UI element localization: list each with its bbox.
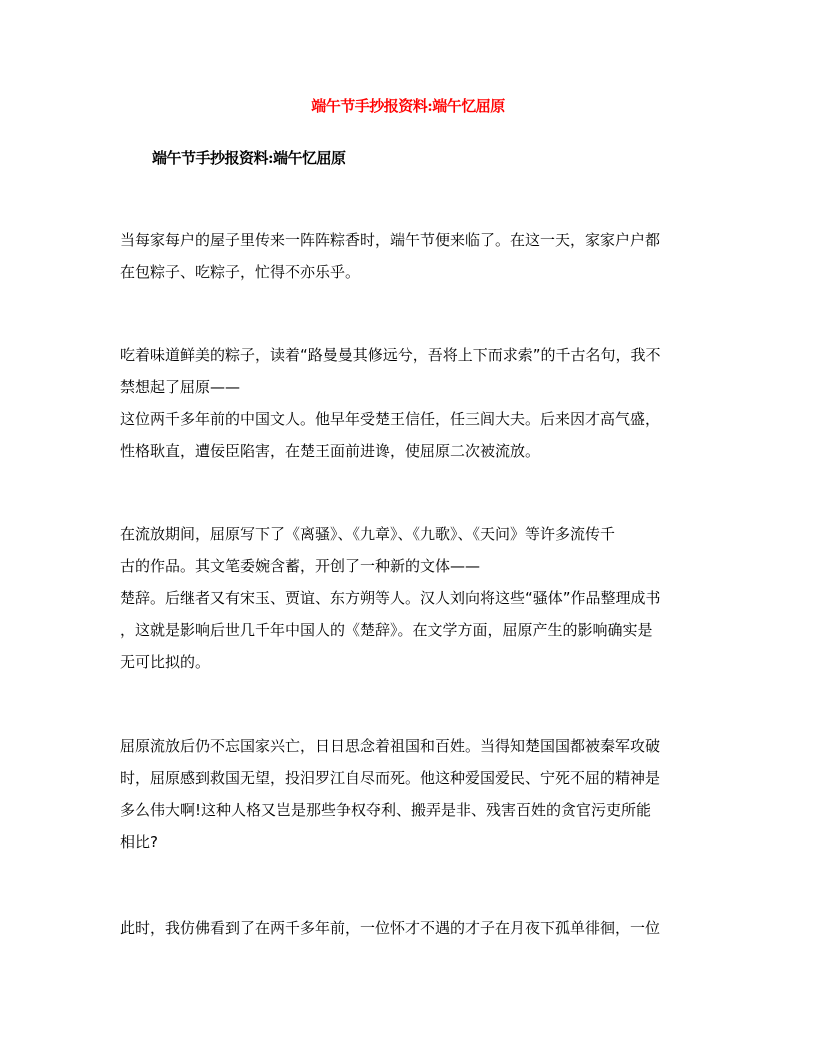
document-title: 端午节手抄报资料:端午忆屈原	[311, 97, 505, 115]
paragraph-line: 禁想起了屈原——	[120, 378, 241, 396]
document-subtitle: 端午节手抄报资料:端午忆屈原	[152, 149, 346, 167]
paragraph-line: 吃着味道鲜美的粽子，读着“路曼曼其修远兮，吾将上下而求索”的千古名句，我不	[120, 346, 661, 364]
paragraph-line: 性格耿直，遭佞臣陷害，在楚王面前进谗，使屈原二次被流放。	[120, 442, 541, 460]
paragraph-line: 当每家每户的屋子里传来一阵阵粽香时，端午节便来临了。在这一天，家家户户都	[120, 231, 661, 249]
paragraph-3	[120, 518, 700, 678]
paragraph-1	[120, 224, 700, 288]
paragraph-line: 时，屈原感到救国无望，投汨罗江自尽而死。他这种爱国爱民、宁死不屈的精神是	[120, 769, 661, 787]
paragraph-line: 此时，我仿佛看到了在两千多年前，一位怀才不遇的才子在月夜下孤单徘徊，一位	[120, 919, 661, 937]
paragraph-line: 在流放期间，屈原写下了《离骚》、《九章》、《九歌》、《天问》等许多流传千	[120, 525, 616, 543]
paragraph-4	[120, 730, 700, 858]
paragraph-line: ，这就是影响后世几千年中国人的《楚辞》。在文学方面，屈原产生的影响确实是	[120, 621, 653, 639]
paragraph-line: 这位两千多年前的中国文人。他早年受楚王信任，任三闾大夫。后来因才高气盛，	[120, 410, 661, 428]
paragraph-line: 多么伟大啊!这种人格又岂是那些争权夺利、搬弄是非、残害百姓的贪官污吏所能	[120, 801, 652, 819]
paragraph-line: 屈原流放后仍不忘国家兴亡，日日思念着祖国和百姓。当得知楚国国都被秦军攻破	[120, 737, 661, 755]
paragraph-line: 相比?	[120, 833, 158, 851]
paragraph-line: 在包粽子、吃粽子，忙得不亦乐乎。	[120, 263, 361, 281]
paragraph-line: 无可比拟的。	[120, 653, 211, 671]
paragraph-line: 古的作品。其文笔委婉含蓄，开创了一种新的文体——	[120, 557, 481, 575]
paragraph-line: 楚辞。后继者又有宋玉、贾谊、东方朔等人。汉人刘向将这些“骚体”作品整理成书	[120, 589, 661, 607]
paragraph-2	[120, 339, 700, 467]
paragraph-5	[120, 912, 700, 944]
